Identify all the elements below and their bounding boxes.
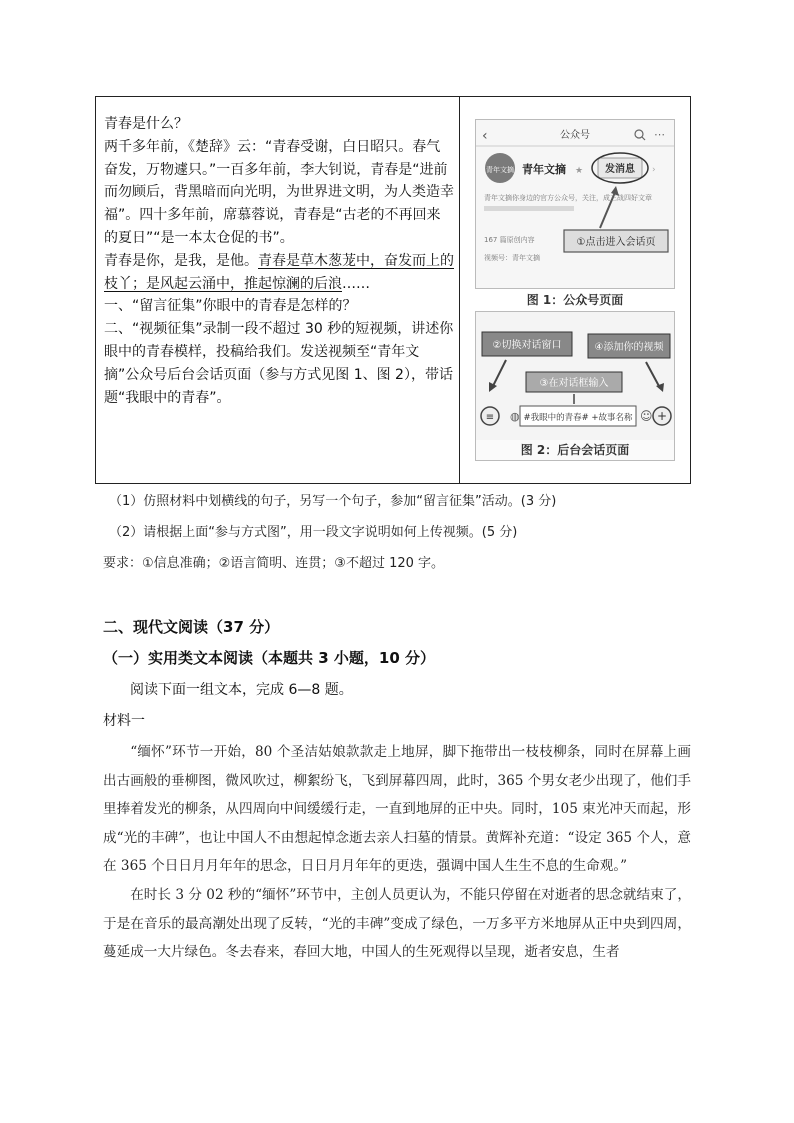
account-logo (485, 153, 515, 183)
fig2-step3: ③在对话框输入 (539, 378, 609, 389)
material-text (104, 113, 454, 409)
youth-ellipsis: …… (342, 275, 370, 292)
figure-2 (475, 311, 675, 461)
figure-2-caption: 图 2：后台会话页面 (520, 443, 630, 457)
box-item-1: 一、“留言征集”你眼中的青春是怎样的？ (104, 298, 357, 315)
fig1-video-label: 视频号：青年文摘 (484, 254, 540, 262)
question-2: （2）请根据上面“参与方式图”，用一段文字说明如何上传视频。(5 分) (109, 525, 518, 540)
article-paragraph-2: 在时长 3 分 02 秒的“缅怀”环节中，主创人员更认为，不能只停留在对逝者的思念就结束了，于是在音乐的最高潮处出现了反转，“光的丰碑”变成了绿色，一万多平方米地屏从正中央到四周，蔓延成一大片绿色。冬去春来，春回大地，中国人的生死观得以呈现，逝者安息，生者 (103, 886, 691, 961)
fig1-desc: 青年文摘你身边的官方公众号，关注，成三战四好文章 (484, 194, 652, 202)
box-question: 青春是什么？ (104, 116, 188, 132)
question-1: （1）仿照材料中划横线的句子，另写一个句子，参加“留言征集”活动。(3 分) (109, 494, 557, 509)
fig1-stats: 167 篇原创内容 (484, 236, 535, 244)
article-body (103, 738, 691, 967)
box-paragraph-quotes: 两千多年前，《楚辞》云：“青春受谢，白日昭只。春气奋发，万物遽只。”一百多年前，李大钊说，青春是“进前而勿顾后，背黑暗而向光明，为世界进文明，为人类造幸福”。四十多年前，席慕蓉说，青春是“古老的不再回来的夏日”“是一本太仓促的书”。 (104, 138, 454, 246)
emoji-icon: ☺ (640, 409, 653, 423)
figure-1-illustration (476, 120, 674, 288)
figure-1 (475, 119, 675, 289)
section-subtitle: （一）实用类文本阅读（本题共 3 小题，10 分） (103, 649, 435, 667)
fig2-input-text: #我眼中的青春# +故事名称 (523, 413, 633, 423)
underlined-sentence: 青春是草木葱茏中，奋发而上的枝丫；是风起云涌中，推起惊澜的后浪 (104, 252, 454, 292)
fig1-topbar-title: 公众号 (560, 130, 590, 141)
svg-text:+: + (656, 409, 668, 423)
back-arrow-icon: ‹ (482, 128, 488, 144)
requirements: 要求：①信息准确；②语言简明、连贯；③不超过 120 字。 (103, 556, 445, 571)
instruction: 阅读下面一组文本，完成 6—8 题。 (130, 682, 353, 698)
logo-text: 青年文摘 (486, 166, 514, 174)
box-item-2: 二、“视频征集”录制一段不超过 30 秒的短视频，讲述你眼中的青春模样，投稿给我们。发送视频至“青年文摘”公众号后台会话页面（参与方式见图 1、图 2），带话题“我眼中的青春”。 (104, 321, 454, 406)
fig2-step2: ②切换对话窗口 (492, 340, 562, 351)
star-icon: ★ (575, 166, 584, 176)
send-message-button: 发消息 (605, 164, 635, 175)
section-title: 二、现代文阅读（37 分） (103, 618, 280, 636)
box-paragraph-youth (104, 250, 454, 296)
chevron-right-icon: › (652, 165, 656, 175)
fig2-step4: ④添加你的视频 (594, 342, 664, 353)
article-paragraph-1: “缅怀”环节一开始，80 个圣洁姑娘款款走上地屏，脚下拖带出一枝枝柳条，同时在屏幕上画出古画般的垂柳图，微风吹过，柳絮纷飞，飞到屏幕四周，此时，365 个男女老少出现了，他们手里捧着发光的柳条，从四周向中间缓缓行走，一直到地屏的正中央。同时，105 束光冲天而起，形成“光的丰碑”，也让中国人不由想起悼念逝去亲人扫墓的情景。黄辉补充道：“设定 365 个人，意在 365 个日日月月年年的思念，日日月月年年的更迭，强调中国人生生不息的生命观。” (103, 744, 691, 875)
box-divider (459, 97, 460, 483)
fig1-step1: ①点击进入会话页 (576, 237, 656, 248)
svg-text:≡: ≡ (485, 412, 495, 423)
fig1-account-name: 青年文摘 (522, 163, 566, 176)
youth-plain: 青春是你，是我，是他。 (104, 252, 258, 269)
figure-2-illustration (476, 312, 674, 440)
material-label: 材料一 (103, 713, 145, 729)
figure-1-caption: 图 1：公众号页面 (526, 293, 624, 307)
voice-icon: ◍ (510, 410, 520, 423)
more-icon: ⋯ (654, 128, 665, 141)
